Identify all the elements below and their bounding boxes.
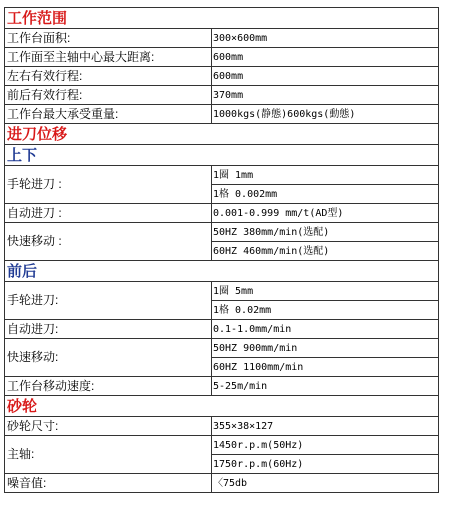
spec-value: 5-25m/min: [212, 377, 439, 396]
spec-value: 1格 0.02mm: [212, 301, 439, 320]
spec-value: 1000kgs(静態)600kgs(動態): [212, 105, 439, 124]
table-row: [5, 436, 439, 455]
spec-label: 工作面至主轴中心最大距离:: [5, 48, 212, 67]
spec-label: 左右有效行程:: [5, 67, 212, 86]
table-row: [5, 339, 439, 358]
spec-label: 自动进刀:: [5, 320, 212, 339]
section-work-range: 工作范围: [5, 8, 439, 29]
spec-value: 1圈 1mm: [212, 166, 439, 185]
table-row: [5, 282, 439, 301]
spec-value: 50HZ 900mm/min: [212, 339, 439, 358]
table-row: [5, 166, 439, 185]
spec-value: 60HZ 1100mm/min: [212, 358, 439, 377]
spec-label: 主轴:: [5, 436, 212, 474]
table-row: [5, 48, 439, 67]
section-heading-row: [5, 8, 439, 29]
table-row: [5, 377, 439, 396]
spec-value: 600mm: [212, 48, 439, 67]
spec-value: 1格 0.002mm: [212, 185, 439, 204]
table-row: [5, 105, 439, 124]
spec-label: 噪音值:: [5, 474, 212, 493]
spec-label: 手轮进刀 :: [5, 166, 212, 204]
spec-label: 工作台最大承受重量:: [5, 105, 212, 124]
spec-value: 1750r.p.m(60Hz): [212, 455, 439, 474]
spec-value: 300×600mm: [212, 29, 439, 48]
spec-label: 自动进刀 :: [5, 204, 212, 223]
subsection-front-back: 前后: [5, 261, 439, 282]
spec-label: 工作台移动速度:: [5, 377, 212, 396]
section-grinding-wheel: 砂轮: [5, 396, 439, 417]
spec-value: 370mm: [212, 86, 439, 105]
spec-value: 50HZ 380mm/min(选配): [212, 223, 439, 242]
table-row: [5, 204, 439, 223]
spec-value: 〈75db: [212, 474, 439, 493]
section-heading-row: [5, 124, 439, 145]
spec-label: 前后有效行程:: [5, 86, 212, 105]
section-feed-displacement: 进刀位移: [5, 124, 439, 145]
spec-label: 快速移动:: [5, 339, 212, 377]
table-row: [5, 223, 439, 242]
spec-label: 砂轮尺寸:: [5, 417, 212, 436]
table-row: [5, 67, 439, 86]
table-row: [5, 86, 439, 105]
subsection-heading-row: [5, 261, 439, 282]
spec-label: 工作台面积:: [5, 29, 212, 48]
spec-table: [4, 7, 439, 493]
spec-value: 600mm: [212, 67, 439, 86]
spec-label: 快速移动 :: [5, 223, 212, 261]
subsection-up-down: 上下: [5, 145, 439, 166]
spec-value: 1圈 5mm: [212, 282, 439, 301]
table-row: [5, 417, 439, 436]
spec-value: 0.1-1.0mm/min: [212, 320, 439, 339]
table-row: [5, 320, 439, 339]
spec-value: 1450r.p.m(50Hz): [212, 436, 439, 455]
table-row: [5, 29, 439, 48]
spec-value: 0.001-0.999 mm/t(AD型): [212, 204, 439, 223]
spec-label: 手轮进刀:: [5, 282, 212, 320]
spec-value: 60HZ 460mm/min(选配): [212, 242, 439, 261]
table-row: [5, 474, 439, 493]
section-heading-row: [5, 396, 439, 417]
subsection-heading-row: [5, 145, 439, 166]
spec-value: 355×38×127: [212, 417, 439, 436]
